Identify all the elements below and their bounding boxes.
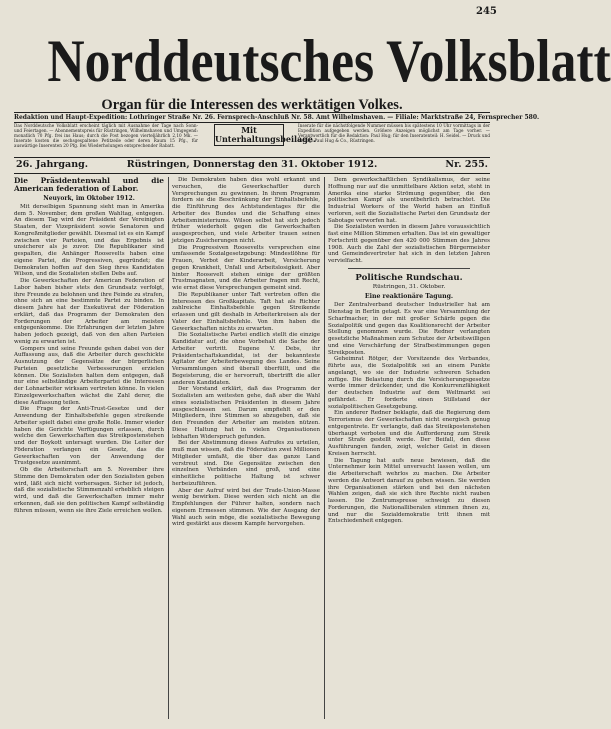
article-paragraph: Aber der Aufruf wird bei der Trade-Union-Masse wenig bewirken. Diese werden sich nicht an die Empfehlungen der Führer halten, sondern nach eigenem Ermessen stimmen. Wie der Ausgang der Wahl auch sein möge, die sozialistische Bewegung wird gestärkt aus diesem Kampfe hervorgehen. [172, 487, 320, 528]
article-paragraph: Gompers und seine Freunde gehen dabei von der Auffassung aus, daß die Arbeiter durch geschickte Ausnutzung der Gegensätze der bürgerlichen Parteien gesetzliche Verbesserungen erzielen können. Die Sozialisten halten dem entgegen, daß nur eine selbständige Arbeiterpartei die Interessen der Lohnarbeiter wirksam vertreten könne. In vielen Einzelgewerkschaften wächst die Zahl derer, die diese Auffassung teilen. [14, 345, 164, 406]
publisher-info-line: Redaktion und Haupt-Expedition: Lothringer Straße Nr. 26. Fernsprech-Anschluß Nr. 58. Amt Wilhelmshaven. — Filiale: Marktstraße 24, Fernsprecher 580. [14, 114, 540, 121]
section-title: Politische Rundschau. [355, 272, 463, 283]
article-paragraph: Der Zentralverband deutscher Industrieller hat am Dienstag in Berlin getagt. Es war eine Versammlung der Scharfmacher, in der mit großer Schärfe gegen die Sozialpolitik und gegen das Koalitionsrecht der Arbeiter Stellung genommen wurde. Die Redner verlangten gesetzliche Maßnahmen zum Schutze der Arbeitswilligen und eine Verschärfung der Strafbestimmungen gegen Streikposten. [328, 302, 490, 356]
dateline [14, 158, 490, 172]
newspaper-masthead: Norddeutsches Volksblatt [47, 28, 611, 94]
article-paragraph: Bei der Abstimmung dieses Aufrufes zu urteilen, muß man wissen, daß die Föderation zwei Millionen Mitglieder umfaßt, die über das ganze Land verstreut sind. Die Gegensätze zwischen den einzelnen Verbänden sind groß, und eine einheitliche politische Haltung ist schwer herbeizuführen. [172, 440, 320, 487]
article-paragraph: Mit derselbigen Spannung sieht man in Amerika dem 5. November, dem großen Wahltag, entgegen. An diesem Tag wird der Präsident der Vereinigten Staaten, der Vizepräsident sowie Senatoren und Kongreßmitglieder gewählt. Diesmal ist es ein Kampf zwischen vier Parteien, und das Ergebnis ist unsicherer als je zuvor. Die Republikaner sind gespalten, die Anhänger Roosevelts haben eine eigene Partei, die Progressiven, gegründet; die Demokraten hoffen auf den Sieg ihres Kandidaten Wilson, und die Sozialisten stellen Debs auf. [14, 203, 164, 278]
section-dateline: Rüstringen, 31. Oktober. [372, 283, 446, 290]
column-3 [328, 177, 490, 721]
article-paragraph: Die Tagung hat aufs neue bewiesen, daß die Unternehmer kein Mittel unversucht lassen wollen, um die Arbeiterschaft wehrlos zu machen. Die Arbeiter werden die Antwort darauf zu geben wissen. Sie werden ihre Organisationen stärken und bei den nächsten Wahlen zeigen, daß sie sich ihre Rechte nicht rauben lassen. Die Zentrumspresse schweigt zu diesen Forderungen, die Nationalliberalen stimmen ihnen zu, und nur die Sozialdemokratie tritt ihnen mit Entschiedenheit entgegen. [328, 457, 490, 525]
article-paragraph: Ein anderer Redner beklagte, daß die Regierung dem Terrorismus der Gewerkschaften nicht energisch genug entgegentrete. Er verlangte, daß das Streikpostenstehen überhaupt verboten und die Aufforderung zum Streik unter Strafe gestellt werde. Der Beifall, den diese Ausführungen fanden, zeigt, welcher Geist in diesen Kreisen herrscht. [328, 410, 490, 457]
article-paragraph: Die Demokraten haben dies wohl erkannt und versuchen, die Gewerkschaftler durch Versprechungen zu gewinnen. In ihrem Programm fordern sie die Beschränkung der Einhaltsbefehle, die Einführung des Achtstundentages für die Arbeiter des Bundes und die Schaffung eines Arbeitsministeriums. Wilson selbst hat sich jedoch früher wiederholt gegen die Gewerkschaften ausgesprochen, und viele Arbeiter trauen seinen jetzigen Zusicherungen nicht. [172, 177, 320, 244]
supplement-line-2: Unterhaltungsbeilage. [215, 134, 316, 144]
dateline-rule-bottom [14, 173, 490, 174]
article-paragraph: Die Republikaner unter Taft vertreten offen die Interessen des Großkapitals. Taft hat als Richter zahlreiche Einhaltsbefehle gegen Streikende erlassen und gilt deshalb in Arbeiterkreisen als der Vater der Einhaltsbefehle. Von ihm haben die Gewerkschaften nichts zu erwarten. [172, 291, 320, 332]
article-title: Die Präsidentenwahl und die American federation of Labor. [14, 176, 164, 194]
article-paragraph: Die Sozialistische Partei endlich stellt die einzige Kandidatur auf, die ohne Vorbehalt die Sache der Arbeiter vertritt. Eugene V. Debs, ihr Präsidentschaftskandidat, ist der bekannteste Agitator der Arbeiterbewegung des Landes. Seine Versammlungen sind überall überfüllt, und die Begeisterung, die er hervorruft, übertrifft die aller anderen Kandidaten. [172, 332, 320, 386]
page-number: 245 [476, 6, 497, 17]
section-divider [348, 268, 470, 269]
column-divider [168, 177, 169, 719]
column-2 [172, 177, 320, 721]
article-paragraph: Die Gewerkschaften der American Federation of Labor haben bisher stets den Grundsatz verfolgt, ihre Freunde zu belohnen und ihre Feinde zu strafen, ohne sich an eine bestimmte Partei zu binden. In diesem Jahre hat der Exekutivrat der Föderation erklärt, daß das Programm der Demokraten den Forderungen der Arbeiter am meisten entgegenkomme. Die Erfahrungen der letzten Jahre haben jedoch gezeigt, daß von den alten Parteien wenig zu erwarten ist. [14, 278, 164, 345]
supplement-box [214, 124, 316, 155]
article-paragraph: Die Progressiven Roosevelts versprechen eine umfassende Sozialgesetzgebung: Mindestlöhne für Frauen, Verbot der Kinderarbeit, Versicherung gegen Krankheit, Unfall und Arbeitslosigkeit. Aber hinter Roosevelt stehen einige der größten Trustmagnaten, und die Arbeiter fragen mit Recht, wie ernst diese Versprechungen gemeint sind. [172, 244, 320, 291]
issue-year: 26. Jahrgang. [16, 159, 89, 170]
header-rule-top [14, 112, 490, 113]
column-divider [324, 177, 325, 719]
article-paragraph: Ob die Arbeiterschaft am 5. November ihre Stimme den Demokraten oder den Sozialisten geben wird, läßt sich nicht vorhersagen. Sicher ist jedoch, daß die sozialistische Stimmenzahl erheblich steigen wird, und daß die Gewerkschaften immer mehr erkennen, daß sie den politischen Kampf selbständig führen müssen, wenn sie ihre Ziele erreichen wollen. [14, 467, 164, 514]
issue-number: Nr. 255. [445, 159, 488, 170]
article-paragraph: Dem gewerkschaftlichen Syndikalismus, der seine Hoffnung nur auf die unmittelbare Aktion setzt, steht in Amerika eine starke Strömung gegenüber, die den politischen Kampf als unentbehrlich betrachtet. Die Industrial Workers of the World haben an Einfluß verloren, seit die Sozialistische Partei den Grundsatz der Sabotage verworfen hat. [328, 177, 490, 224]
newspaper-subtitle: Organ für die Interessen des werktätigen Volkes. [101, 97, 403, 113]
advertising-notice: Inserate für die nächstfolgende Nummer müssen bis spätestens 10 Uhr vormittags in der Expedition aufgegeben werden. Größere Anzeigen möglichst am Tage vorher. — Verantwortlich für die Redaktion: Paul Hug; für den Inseratenteil: H. Seidel. — Druck und Verlag: Paul Hug & Co., Rüstringen. [298, 123, 490, 143]
subscription-notice: Das Norddeutsche Volksblatt erscheint täglich mit Ausnahme der Tage nach Sonn- und Feiertagen. — Abonnementspreis für Rüstringen, Wilhelmshaven und Umgegend: monatlich 70 Pfg. frei ins Haus; durch die Post bezogen vierteljährlich 2,10 Mk. — Inserate kosten die sechsgespaltene Petitzeile oder deren Raum 15 Pfg., für auswärtige Inserenten 20 Pfg. Bei Wiederholungen entsprechender Rabatt. [14, 123, 198, 148]
news-item-title: Eine reaktionäre Tagung. [364, 292, 454, 300]
article-paragraph: Der Vorstand erklärt, daß das Programm der Sozialisten am weitesten gehe, daß aber die Wahl eines sozialistischen Präsidenten in diesem Jahre ausgeschlossen sei. Darum empfiehlt er den Mitgliedern, ihre Stimmen so abzugeben, daß sie den Freunden der Arbeiter am meisten nützen. Diese Haltung hat in vielen Organisationen lebhaften Widerspruch gefunden. [172, 386, 320, 440]
article-paragraph: Geheimrat Rötger, der Vorsitzende des Verbandes, führte aus, die Sozialpolitik sei an einem Punkte angelangt, wo sie der Industrie schweren Schaden zufüge. Die Belastung durch die Versicherungsgesetze werde immer drückender, und die Konkurrenzfähigkeit der deutschen Industrie auf dem Weltmarkt sei gefährdet. Er forderte einen Stillstand der sozialpolitischen Gesetzgebung. [328, 356, 490, 410]
supplement-line-1: Mit [241, 125, 257, 135]
article-paragraph: Die Frage der Anti-Trust-Gesetze und der Anwendung der Einhaltsbefehle gegen streikende Arbeiter spielt dabei eine große Rolle. Immer wieder haben die Gerichte Verfügungen erlassen, durch welche den Gewerkschaften das Streikpostenstehen und der Boykott untersagt wurden. Die Leiter der Föderation verlangen ein Gesetz, das die Gewerkschaften von der Anwendung der Trustgesetze ausnimmt. [14, 406, 164, 467]
article-dateline: Neuyork, im Oktober 1912. [43, 195, 135, 203]
article-paragraph: Die Sozialisten werden in diesem Jahre voraussichtlich fast eine Million Stimmen erhalten. Das ist ein gewaltiger Fortschritt gegenüber den 420 000 Stimmen des Jahres 1908. Auch die Zahl der sozialistischen Bürgermeister und Gemeindevertreter hat sich in den letzten Jahren vervielfacht. [328, 224, 490, 264]
column-1 [14, 177, 164, 721]
issue-date: Rüstringen, Donnerstag den 31. Oktober 1912. [126, 159, 378, 170]
